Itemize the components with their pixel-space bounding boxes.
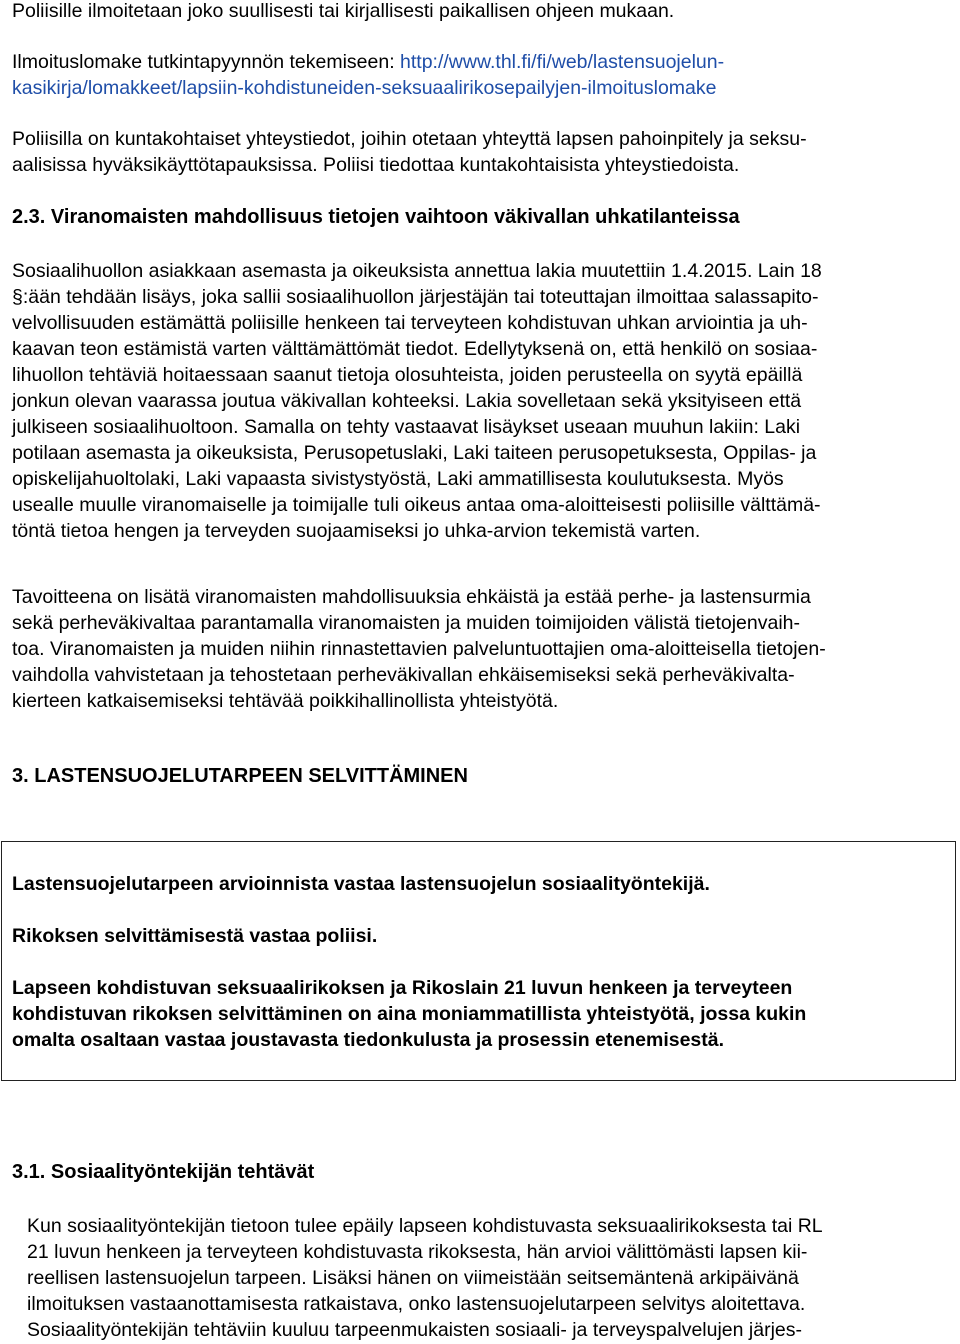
s31-line-4: ilmoituksen vastaanottamisesta ratkaistava, onko lastensuojelutarpeen selvitys aloitettava. [27,1293,806,1315]
s31-line-3: reellisen lastensuojelun tarpeen. Lisäksi hänen on viimeistään seitsemäntenä arkipäivänä [27,1267,799,1289]
box-line-2: Rikoksen selvittämisestä vastaa poliisi. [12,925,378,947]
s23-p1-line-2: §:ään tehdään lisäys, joka sallii sosiaalihuollon järjestäjän tai toteuttajan ilmoittaa salassapito- [12,286,819,308]
box-p3-line-3: omalta osaltaan vastaa joustavasta tiedonkulusta ja prosessin etenemisestä. [12,1029,725,1051]
s23-p1-line-3: velvollisuuden estämättä poliisille henkeen tai terveyteen kohdistuvan uhkan arviointia ja uh- [12,312,808,334]
s23-p2-line-3: toa. Viranomaisten ja muiden niihin rinnastettavien palveluntuottajien oma-aloitteisella tietojen- [12,638,826,660]
s31-line-1: Kun sosiaalityöntekijän tietoon tulee epäily lapseen kohdistuvasta seksuaalirikoksesta tai RL [27,1215,823,1237]
s23-p1-line-1: Sosiaalihuollon asiakkaan asemasta ja oikeuksista annettua lakia muutettiin 1.4.2015. Lain 18 [12,260,822,282]
form-link[interactable]: http://www.thl.fi/fi/web/lastensuojelun- [400,51,725,73]
s23-p1-line-10: usealle muulle viranomaiselle ja toimijalle tuli oikeus antaa oma-aloitteisesti poliisille välttämä- [12,494,821,516]
s23-p1-line-8: potilaan asemasta ja oikeuksista, Perusopetuslaki, Laki taiteen perusopetuksesta, Oppilas- ja [12,442,817,464]
intro-para2-line-2: aalisissa hyväksikäyttötapauksissa. Poliisi tiedottaa kuntakohtaisista yhteystiedoista. [12,154,740,176]
form-link-line-2 [12,75,948,101]
s23-p2-line-2: sekä perheväkivaltaa parantamalla viranomaisten ja muiden toimijoiden välistä tietojenvaih- [12,612,801,634]
s23-p1-line-4: kaavan teon estämistä varten välttämättömät tiedot. Edellytyksenä on, että henkilö on sosiaa- [12,338,818,360]
s23-p2-line-1: Tavoitteena on lisätä viranomaisten mahdollisuuksia ehkäistä ja estää perhe- ja lastensurmia [12,586,811,608]
box-line-1: Lastensuojelutarpeen arvioinnista vastaa lastensuojelun sosiaalityöntekijä. [12,873,710,895]
section-3-heading: 3. LASTENSUOJELUTARPEEN SELVITTÄMINEN [12,765,468,787]
s23-p1-line-11: töntä tietoa hengen ja terveyden suojaamiseksi jo uhka-arvion tekemistä varten. [12,520,701,542]
form-label: Ilmoituslomake tutkintapyynnön tekemiseen: [12,51,401,73]
section-3-1-heading: 3.1. Sosiaalityöntekijän tehtävät [12,1161,315,1183]
form-line [12,49,948,75]
intro-line-1: Poliisille ilmoitetaan joko suullisesti tai kirjallisesti paikallisen ohjeen mukaan. [12,0,675,22]
s31-line-2: 21 luvun henkeen ja terveyteen kohdistuvasta rikoksesta, hän arvioi välittömästi lapsen kii- [27,1241,808,1263]
s23-p1-line-5: lihuollon tehtäviä hoitaessaan saanut tietoja olosuhteista, joiden perusteella on syytä epäillä [12,364,803,386]
s23-p1-line-6: jonkun olevan vaarassa joutua väkivallan kohteeksi. Lakia sovelletaan sekä yksityiseen että [12,390,802,412]
section-2-3-heading: 2.3. Viranomaisten mahdollisuus tietojen vaihtoon väkivallan uhkatilanteissa [12,206,740,228]
s23-p1-line-7: julkiseen sosiaalihuoltoon. Samalla on tehty vastaavat lisäykset useaan muuhun lakiin: Laki [12,416,801,438]
s31-line-5: Sosiaalityöntekijän tehtäviin kuuluu tarpeenmukaisten sosiaali- ja terveyspalvelujen järjes- [27,1319,803,1341]
s23-p2-line-4: vaihdolla vahvistetaan ja tehostetaan perheväkivallan ehkäisemiseksi sekä perheväkivalta- [12,664,795,686]
box-p3-line-2: kohdistuvan rikoksen selvittäminen on aina moniammatillista yhteistyötä, jossa kukin [12,1003,807,1025]
form-link-continued[interactable]: kasikirja/lomakkeet/lapsiin-kohdistuneiden-seksuaalirikosepailyjen-ilmoituslomake [12,77,717,99]
intro-para2-line-1: Poliisilla on kuntakohtaiset yhteystiedot, joihin otetaan yhteyttä lapsen pahoinpitely ja seksu- [12,128,807,150]
s23-p1-line-9: opiskelijahuoltolaki, Laki vapaasta sivistystyöstä, Laki ammatillisesta koulutuksesta. Myös [12,468,784,490]
box-p3-line-1: Lapseen kohdistuvan seksuaalirikoksen ja Rikoslain 21 luvun henkeen ja terveyteen [12,977,793,999]
s23-p2-line-5: kierteen katkaisemiseksi tehtävää poikkihallinollista yhteistyötä. [12,690,559,712]
